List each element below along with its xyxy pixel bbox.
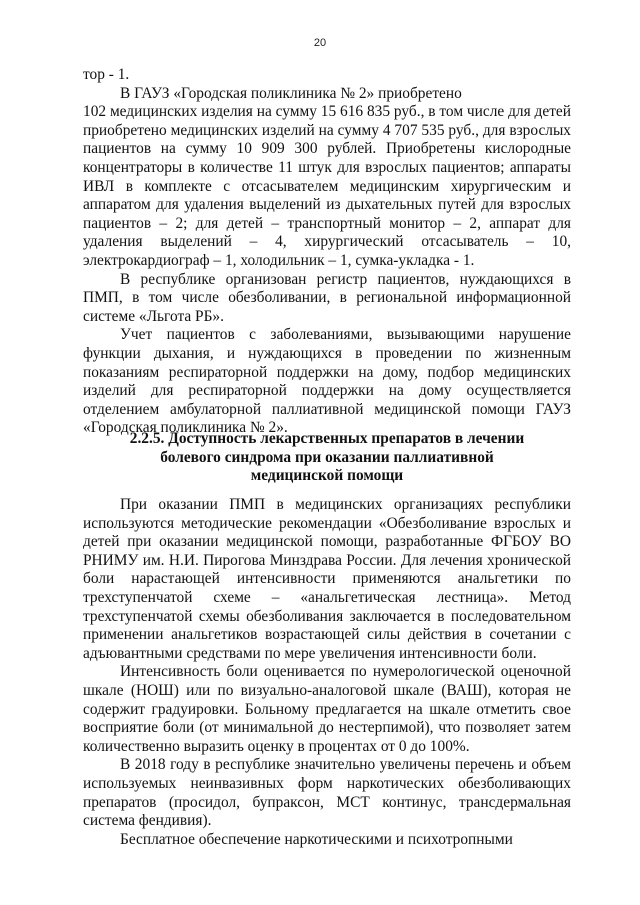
paragraph-gauz-intro: В ГАУЗ «Городская поликлиника № 2» приобретено — [120, 84, 462, 102]
paragraph-registry: В республике организован регистр пациентов, нуждающихся в ПМП, в том числе обезболивании, в региональной информационной системе «Льгота РБ». — [83, 270, 571, 325]
paragraph-methodology: При оказании ПМП в медицинских организациях республики используются методические рекомендации «Обезболивание взрослых и детей при оказании медицинской помощи, разработанные ФГБОУ ВО РНИМУ им. Н.И. Пирогова Минздрава России. Для лечения хронической боли нарастающей интенсивности применяются анальгетики по трехступенчатой схеме – «анальгетическая лестница». Метод трехступенчатой схемы обезболивания заключается в последовательном применении анальгетиков возрастающей силы действия в сочетании с адъювантными средствами по мере увеличения интенсивности боли. — [83, 496, 571, 662]
paragraph-pain-scales: Интенсивность боли оценивается по нумерологической оценочной шкале (НОШ) или по визуально-аналоговой шкале (ВАШ), которая не содержит градуировки. Больному предлагается на шкале отметить свое восприятие боли (от минимальной до нестерпимой), что позволяет затем количественно выразить оценку в процентах от 0 до 100%. — [83, 663, 571, 755]
section-heading-line-2: болевого синдрома при оказании паллиативной — [160, 448, 494, 466]
paragraph-free-supply: Бесплатное обеспечение наркотическими и психотропными — [120, 830, 513, 848]
section-heading — [83, 430, 571, 486]
section-heading-line-3: медицинской помощи — [250, 467, 404, 485]
paragraph-respiratory-support: Учет пациентов с заболеваниями, вызывающими нарушение функции дыхания, и нуждающихся в проведении по жизненным показаниям респираторной поддержки на дому, подбор медицинских изделий для респираторной поддержки на дому осуществляется отделением амбулаторной паллиативной медицинской помощи ГАУЗ «Городская поликлиника № 2». — [83, 326, 571, 437]
section-text-top — [83, 66, 571, 438]
paragraph-medical-devices: 102 медицинских изделия на сумму 15 616 835 руб., в том числе для детей приобретено медицинских изделий на сумму 4 707 535 руб., для взрослых пациентов на сумму 10 909 300 рублей. Приобретены кислородные концентраторы в количестве 11 штук для взрослых пациентов; аппараты ИВЛ в комплекте с отсасывателем медицинским хирургическим и аппаратом для удаления выделений из дыхательных путей для взрослых пациентов – 2; для детей – транспортный монитор – 2, аппарат для удаления выделений – 4, хирургический отсасыватель – 10, электрокардиограф – 1, холодильник – 1, сумка-укладка - 1. — [83, 103, 571, 269]
section-text-bottom — [83, 496, 571, 849]
paragraph-2018-drugs: В 2018 году в республике значительно увеличены перечень и объем используемых неинвазивных форм наркотических обезболивающих препаратов (просидол, бупраксон, МСТ континус, трансдермальная система фендивия). — [83, 756, 571, 830]
section-heading-line-1: 2.2.5. Доступность лекарственных препаратов в лечении — [129, 430, 525, 447]
page-number: 20 — [313, 37, 327, 49]
paragraph-continuation: тор - 1. — [83, 66, 130, 83]
